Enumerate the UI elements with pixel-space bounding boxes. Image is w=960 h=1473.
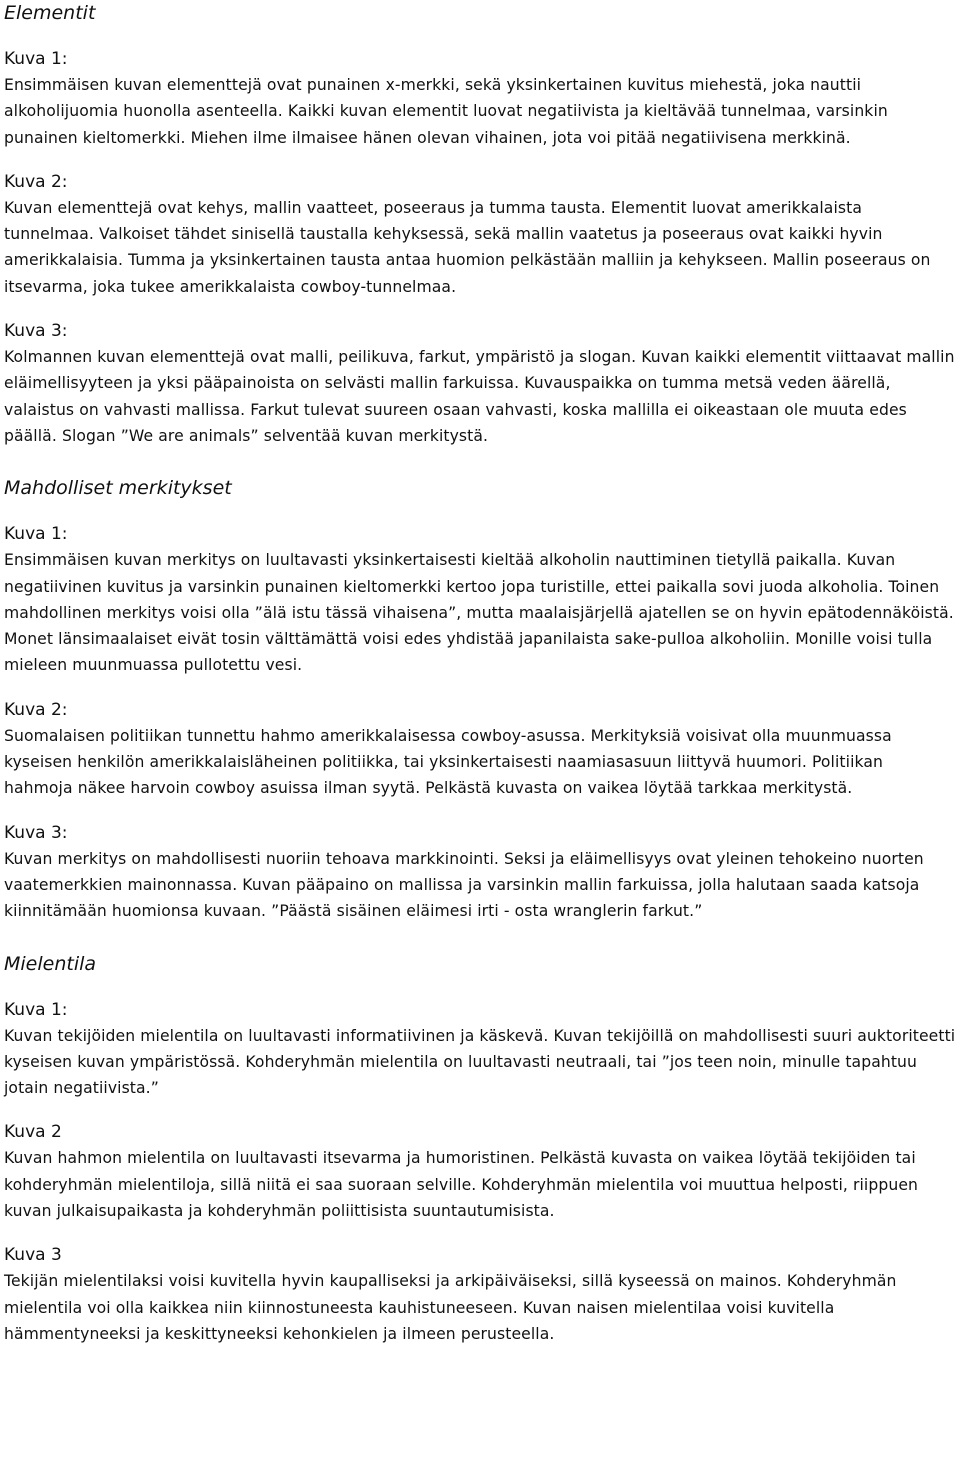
kuva-label: Kuva 2 — [4, 1122, 62, 1143]
kuva-label: Kuva 2: — [4, 171, 68, 192]
kuva-label: Kuva 1: — [4, 524, 68, 545]
paragraph: Kuvan elementtejä ovat kehys, mallin vaatteet, poseeraus ja tumma tausta. Elementit luovat amerikkalaista tunnelmaa. Valkoiset tähdet sinisellä taustalla kehyksessä, sekä mallin vaatetus ja poseeraus ovat kaikki hyvin amerikkalaisia. Tumma ja yksinkertainen tausta antaa huomion pelkästään malliin ja kehykseen. Mallin poseeraus on itsevarma, joka tukee amerikkalaista cowboy-tunnelmaa. — [4, 198, 931, 296]
paragraph: Kuvan merkitys on mahdollisesti nuoriin tehoava markkinointi. Seksi ja eläimellisyys ovat yleinen tehokeino nuorten vaatemerkkien mainonnassa. Kuvan pääpaino on mallissa ja varsinkin mallin farkuissa, jolla halutaan saada katsoja kiinnitämään huomionsa kuvaan. ”Päästä sisäinen eläimesi irti - osta wranglerin farkut.” — [4, 849, 924, 921]
paragraph: Kolmannen kuvan elementtejä ovat malli, peilikuva, farkut, ympäristö ja slogan. Kuvan kaikki elementit viittaavat mallin eläimellisyyteen ja yksi pääpainoista on selvästi mallin farkuissa. Kuvauspaikka on tumma metsä veden äärellä, valaistus on vahvasti mallissa. Farkut tulevat suureen osaan vahvasti, koska mallilla ei oikeastaan ole muuta edes päällä. Slogan ”We are animals” selventää kuvan merkitystä. — [4, 348, 955, 445]
section-title-mielentila: Mielentila — [4, 952, 97, 975]
kuva-label: Kuva 1: — [4, 49, 68, 69]
kuva-label: Kuva 3: — [4, 822, 68, 843]
kuva-label: Kuva 3 — [4, 1245, 62, 1266]
kuva-label: Kuva 2: — [4, 699, 68, 720]
document-page — [4, 0, 956, 1347]
section-title-elementit: Elementit — [4, 2, 96, 24]
paragraph: Tekijän mielentilaksi voisi kuvitella hyvin kaupalliseksi ja arkipäiväiseksi, sillä kyseessä on mainos. Kohderyhmän mielentila voi olla kaikkea niin kiinnostuneesta kauhistuneeseen. Kuvan naisen mielentilaa voisi kuvitella hämmentyneeksi ja keskittyneeksi kehonkielen ja ilmeen perusteella. — [4, 1272, 897, 1343]
paragraph: Kuvan tekijöiden mielentila on luultavasti informatiivinen ja käskevä. Kuvan tekijöillä on mahdollisesti suuri auktoriteetti kyseisen kuvan ympäristössä. Kohderyhmän mielentila on luultavasti neutraali, tai ”jos teen noin, minulle tapahtuu jotain negatiivista.” — [4, 1026, 956, 1098]
kuva-label: Kuva 1: — [4, 999, 68, 1020]
paragraph: Suomalaisen politiikan tunnettu hahmo amerikkalaisessa cowboy-asussa. Merkityksiä voisivat olla muunmuassa kyseisen henkilön amerikkalaisläheinen politiikka, tai yksinkertaisesti naamiasasuun liittyvä huumori. Politiikan hahmoja näkee harvoin cowboy asuissa ilman syytä. Pelkästä kuvasta on vaikea löytää tarkkaa merkitystä. — [4, 726, 892, 798]
paragraph: Ensimmäisen kuvan merkitys on luultavasti yksinkertaisesti kieltää alkoholin nauttiminen tietyllä paikalla. Kuvan negatiivinen kuvitus ja varsinkin punainen kieltomerkki kertoo jopa turistille, ettei paikalla sovi juoda alkoholia. Toinen mahdollinen merkitys voisi olla ”älä istu tässä vihaisena”, mutta maalaisjärjellä ajatellen se on hyvin epätodennäköistä. Monet länsimaalaiset eivät tosin välttämättä voisi edes yhdistää japanilaista sake-pulloa alkoholiin. Monille voisi tulla mieleen muunmuassa pullotettu vesi. — [4, 551, 954, 675]
paragraph: Ensimmäisen kuvan elementtejä ovat punainen x-merkki, sekä yksinkertainen kuvitus miehestä, joka nauttii alkoholijuomia huonolla asenteella. Kaikki kuvan elementit luovat negatiivista ja kieltävää tunnelmaa, varsinkin punainen kieltomerkki. Miehen ilme ilmaisee hänen olevan vihainen, jota voi pitää negatiivisena merkkinä. — [4, 76, 888, 147]
section-title-mahdolliset-merkitykset: Mahdolliset merkitykset — [4, 477, 232, 500]
paragraph: Kuvan hahmon mielentila on luultavasti itsevarma ja humoristinen. Pelkästä kuvasta on vaikea löytää tekijöiden tai kohderyhmän mielentiloja, sillä niitä ei saa suoraan selville. Kohderyhmän mielentila voi muuttua helposti, riippuen kuvan julkaisupaikasta ja kohderyhmän poliittisista suuntautumisista. — [4, 1149, 919, 1221]
kuva-label: Kuva 3: — [4, 321, 68, 342]
